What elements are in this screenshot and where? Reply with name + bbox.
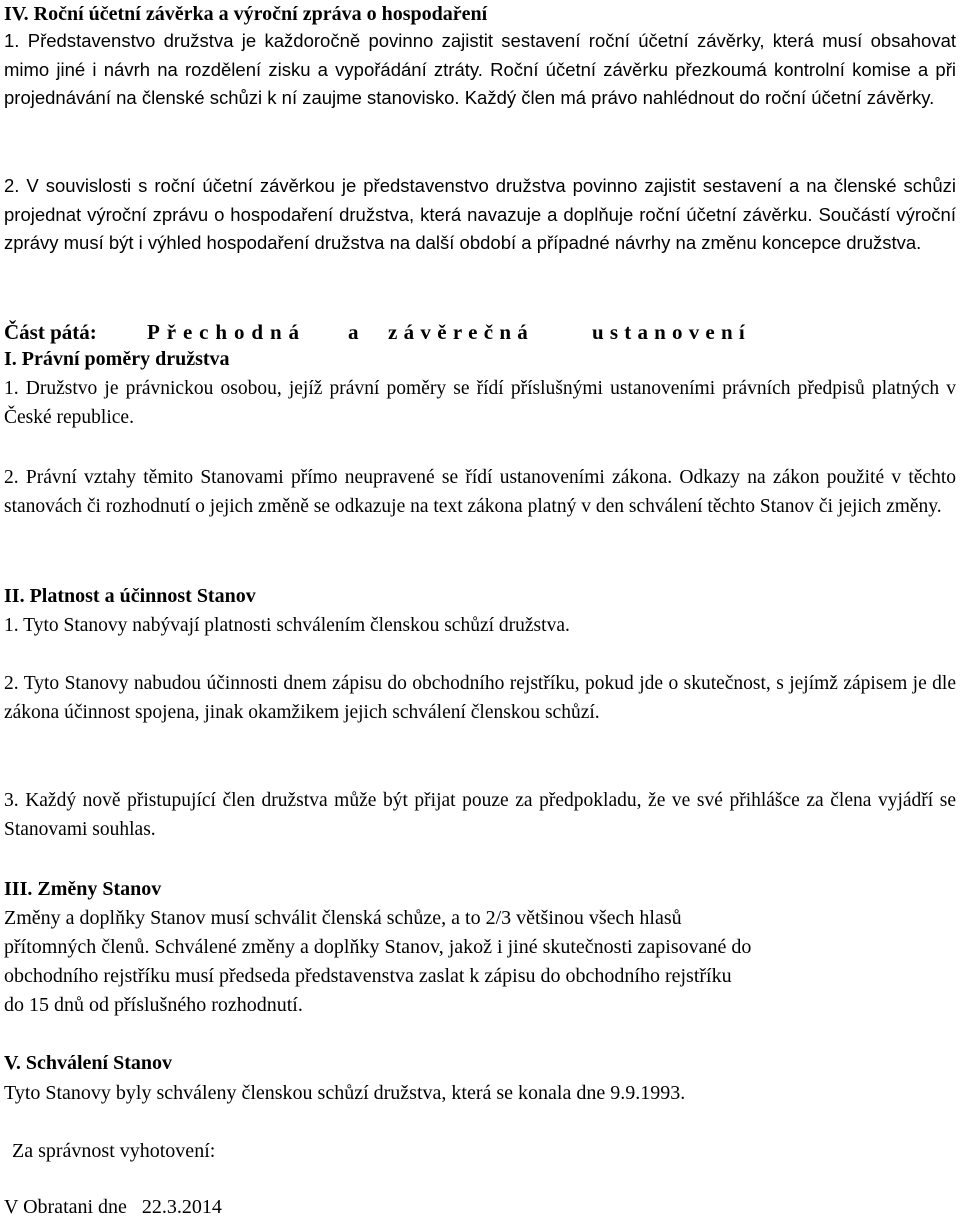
section-ii-paragraph-2: 2. Tyto Stanovy nabudou účinnosti dnem zápisu do obchodního rejstříku, pokud jde o skutečnost, s jejímž zápisem je dle zákona účinnost spojena, jinak okamžikem jejich schválení členskou schůzí. [4, 673, 956, 723]
section-i-paragraph-1: 1. Družstvo je právnickou osobou, jejíž právní poměry se řídí příslušnými ustanoveními právních předpisů platných v České republice. [4, 378, 956, 428]
part-five-word-1: Přechodná [147, 320, 306, 344]
section-i-paragraph-2: 2. Právní vztahy těmito Stanovami přímo neupravené se řídí ustanoveními zákona. Odkazy na zákon použité v těchto stanovách či rozhodnutí o jejich změně se odkazuje na text zákona platný v den schválení těchto Stanov či jejich změny. [4, 467, 956, 517]
section-iii-line-2: přítomných členů. Schválené změny a doplňky Stanov, jakož i jiné skutečnosti zapisované do [4, 936, 752, 958]
section-v-text: Tyto Stanovy byly schváleny členskou schůzí družstva, která se konala dne 9.9.1993. [4, 1082, 686, 1104]
section-iv-paragraph-1: 1. Představenstvo družstva je každoročně povinno zajistit sestavení roční účetní závěrky, která musí obsahovat mimo jiné i návrh na rozdělení zisku a vypořádání ztráty. Roční účetní závěrku přezkoumá kontrolní komise a při projednávání na členské schůzi k ní zaujme stanovisko. Každý člen má právo nahlédnout do roční účetní závěrky. [4, 30, 956, 109]
section-v-heading: V. Schválení Stanov [4, 1052, 173, 1074]
section-ii-heading: II. Platnost a účinnost Stanov [4, 585, 256, 607]
section-iii-line-3: obchodního rejstříku musí předseda představenstva zaslat k zápisu do obchodního rejstříku [4, 965, 732, 987]
part-five-word-3: závěrečná [388, 320, 535, 344]
section-iii-heading: III. Změny Stanov [4, 878, 162, 900]
section-iv-paragraph-2: 2. V souvislosti s roční účetní závěrkou je představenstvo družstva povinno zajistit sestavení a na členské schůzi projednat výroční zprávu o hospodaření družstva, která navazuje a doplňuje roční účetní závěrku. Součástí výroční zprávy musí být i výhled hospodaření družstva na další období a případné návrhy na změnu koncepce družstva. [4, 175, 956, 254]
section-i-heading: I. Právní poměry družstva [4, 348, 230, 370]
part-five-word-2: a [348, 320, 359, 344]
place-and-date: V Obratani dne 22.3.2014 [4, 1196, 222, 1218]
section-ii-paragraph-3: 3. Každý nově přistupující člen družstva může být přijat pouze za předpokladu, že ve své přihlášce za člena vyjádří se Stanovami souhlas. [4, 790, 956, 840]
section-iii-line-1: Změny a doplňky Stanov musí schválit členská schůze, a to 2/3 většinou všech hlasů [4, 907, 682, 929]
certification-label: Za správnost vyhotovení: [12, 1140, 216, 1162]
section-ii-paragraph-1: 1. Tyto Stanovy nabývají platnosti schválením členskou schůzí družstva. [4, 615, 570, 636]
part-five-word-4: ustanovení [592, 320, 751, 344]
section-iv-heading: IV. Roční účetní závěrka a výroční zpráva o hospodaření [4, 3, 488, 25]
section-iii-line-4: do 15 dnů od příslušného rozhodnutí. [4, 994, 303, 1016]
part-five-label: Část pátá: [4, 320, 97, 344]
